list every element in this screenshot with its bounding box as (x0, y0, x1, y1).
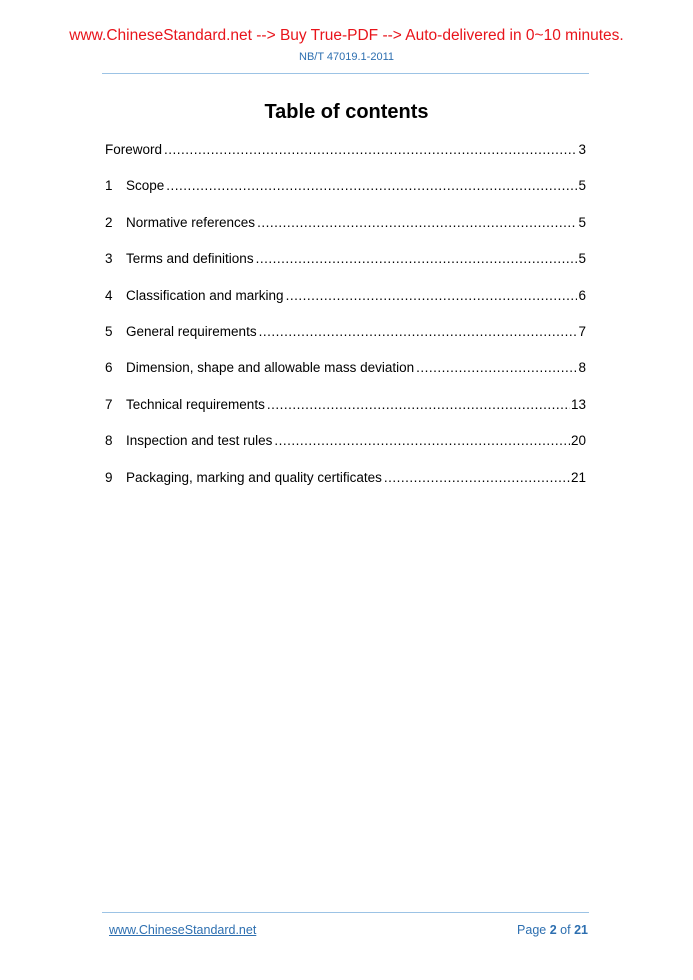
page-prefix: Page (517, 923, 547, 937)
toc-entry-page: 20 (570, 433, 586, 449)
toc-entry-page: 13 (570, 396, 586, 412)
dot-leader (267, 397, 570, 412)
footer-divider (102, 912, 589, 913)
toc-entry-page: 21 (570, 469, 586, 485)
toc-entry-label: Normative references (126, 214, 256, 230)
dot-leader (256, 251, 578, 266)
toc-entry-foreword[interactable] (105, 142, 586, 178)
toc-entry-number: 4 (105, 287, 113, 303)
toc-entry-packaging-marking[interactable] (105, 470, 586, 506)
dot-leader (286, 288, 578, 303)
toc-entry-number: 8 (105, 433, 113, 449)
toc-entry-number: 6 (105, 360, 113, 376)
toc-entry-label: Terms and definitions (126, 251, 254, 267)
toc-entry-page: 3 (578, 142, 586, 157)
current-page-number: 2 (549, 923, 557, 937)
toc-entry-dimension-shape[interactable] (105, 360, 586, 396)
document-code: NB/T 47019.1-2011 (299, 51, 394, 63)
toc-entry-label: Scope (126, 178, 165, 194)
toc-entry-number: 3 (105, 251, 113, 267)
dot-leader (384, 470, 570, 485)
dot-leader (274, 433, 570, 448)
toc-entry-label: Packaging, marking and quality certificates (126, 469, 382, 485)
toc-entry-page: 5 (578, 178, 586, 194)
toc-entry-general-requirements[interactable] (105, 324, 586, 360)
page-title: Table of contents (264, 101, 429, 123)
toc-entry-number: 7 (105, 396, 113, 412)
toc-entry-number: 9 (105, 469, 113, 485)
toc-entry-number: 1 (105, 178, 113, 194)
toc-entry-page: 5 (578, 251, 586, 267)
toc-entry-technical-requirements[interactable] (105, 397, 586, 433)
toc-entry-page: 5 (578, 214, 586, 230)
toc-entry-inspection-test-rules[interactable] (105, 433, 586, 469)
page-indicator (517, 923, 588, 937)
toc-entry-scope[interactable] (105, 178, 586, 214)
toc-entry-page: 7 (578, 323, 586, 339)
toc-entry-page: 6 (578, 287, 586, 303)
dot-leader (166, 178, 577, 193)
promo-banner[interactable]: www.ChineseStandard.net --> Buy True-PDF --> Auto-delivered in 0~10 minutes. (69, 27, 624, 44)
toc-entry-label: Foreword (105, 142, 163, 157)
dot-leader (416, 360, 577, 375)
toc-entry-number: 5 (105, 323, 113, 339)
toc-entry-label: Technical requirements (126, 396, 265, 412)
footer-website-link[interactable]: www.ChineseStandard.net (109, 923, 257, 937)
toc-entry-normative-references[interactable] (105, 215, 586, 251)
toc-list (105, 142, 586, 506)
toc-entry-label: Dimension, shape and allowable mass deviation (126, 360, 415, 376)
toc-entry-label: Inspection and test rules (126, 433, 273, 449)
toc-entry-classification-marking[interactable] (105, 288, 586, 324)
toc-entry-label: Classification and marking (126, 287, 284, 303)
total-page-count: 21 (574, 923, 588, 937)
dot-leader (257, 215, 577, 230)
page-of: of (560, 923, 571, 937)
toc-entry-page: 8 (578, 360, 586, 376)
dot-leader (164, 142, 577, 157)
header-divider (102, 73, 589, 74)
toc-entry-number: 2 (105, 214, 113, 230)
toc-entry-terms-definitions[interactable] (105, 251, 586, 287)
toc-entry-label: General requirements (126, 323, 257, 339)
dot-leader (259, 324, 578, 339)
